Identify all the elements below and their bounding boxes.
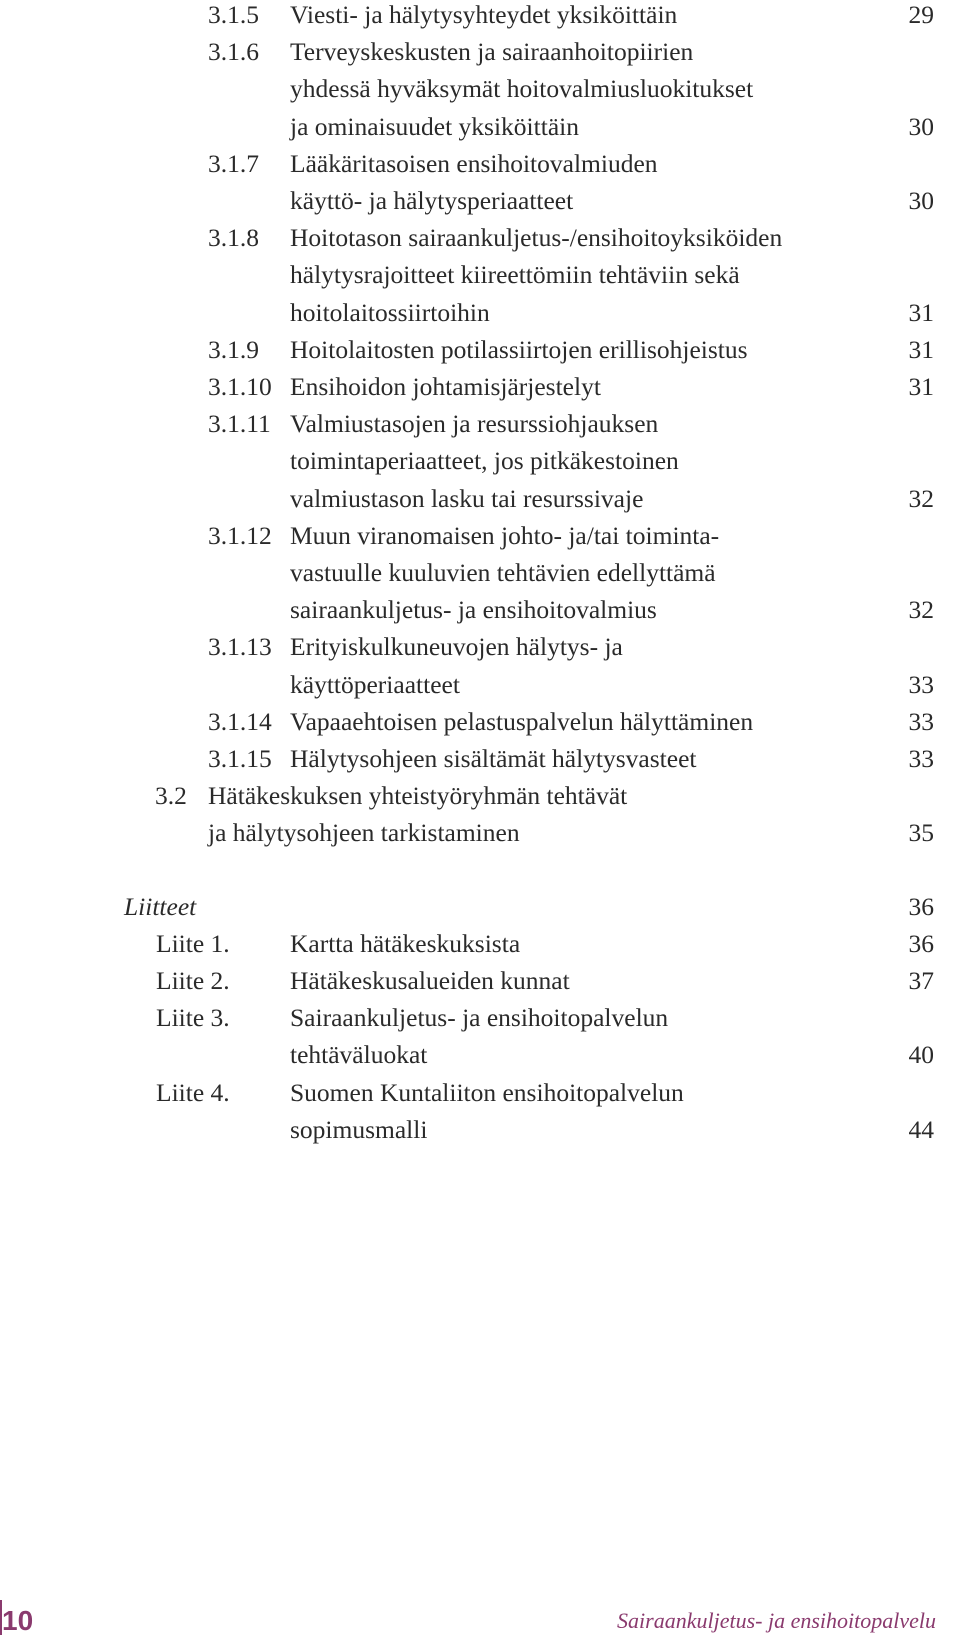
toc-entry-title-line: valmiustason lasku tai resurssivaje [290, 483, 644, 513]
liitteet-heading-page: 36 [908, 891, 934, 921]
toc-entry-title-line: sairaankuljetus- ja ensihoitovalmius [290, 595, 657, 625]
toc-entry-title-line: Hälytysohjeen sisältämät hälytysvasteet [290, 744, 697, 773]
toc-entry-number: 3.1.12 [208, 520, 272, 550]
toc-entry-number: 3.1.8 [208, 223, 259, 253]
appendix-entry-title [290, 999, 668, 1073]
toc-entry-page: 31 [908, 372, 934, 401]
appendix-entry-title [290, 1074, 684, 1148]
toc-section-title [208, 777, 627, 851]
toc-entry-number: 3.1.11 [208, 409, 271, 439]
toc-entry-title-line: Lääkäritasoisen ensihoitovalmiuden [290, 148, 658, 178]
toc-entry-title-line: Terveyskeskusten ja sairaanhoitopiirien [290, 37, 694, 67]
appendix-entry-title-line: Kartta hätäkeskuksista [290, 928, 521, 958]
toc-entry-number: 3.1.7 [208, 148, 259, 178]
toc-entry-title-line: Vapaaehtoisen pelastuspalvelun hälyttäminen [290, 706, 754, 736]
footer-title: Sairaankuljetus- ja ensihoitopalvelu [617, 1608, 936, 1633]
toc-entry-title-line: käyttöperiaatteet [290, 669, 460, 699]
toc-entry-page: 30 [908, 186, 934, 215]
appendix-entry-title [290, 962, 570, 999]
appendix-entry-page: 37 [908, 966, 934, 995]
toc-entry-title-line: Ensihoidon johtamisjärjestelyt [290, 372, 601, 401]
toc-section-number: 3.2 [155, 781, 187, 811]
appendix-entry-title-line: Hätäkeskusalueiden kunnat [290, 966, 570, 995]
toc-entry-page: 30 [908, 111, 934, 141]
toc-section-title-line: ja hälytysohjeen tarkistaminen [208, 818, 520, 848]
toc-entry-title [290, 368, 601, 405]
toc-entry-title [290, 331, 748, 368]
appendix-entry-number: Liite 1. [156, 928, 230, 958]
appendix-entry-number: Liite 2. [156, 966, 230, 995]
appendix-entry-page: 36 [908, 928, 934, 958]
toc-entry-title-line: Muun viranomaisen johto- ja/tai toiminta- [290, 520, 720, 550]
toc-entry-title-line: hälytysrajoitteet kiireettömiin tehtäviin sekä [290, 260, 740, 290]
toc-entry-title-line: toimintaperiaatteet, jos pitkäkestoinen [290, 446, 679, 476]
toc-entry-number: 3.1.14 [208, 706, 272, 736]
toc-entry-number: 3.1.5 [208, 0, 259, 29]
appendix-entry-title [290, 925, 520, 962]
toc-entry-title [290, 0, 677, 33]
appendix-entry-page: 44 [908, 1114, 934, 1144]
toc-entry-page: 31 [908, 297, 934, 327]
toc-entry-title-line: Valmiustasojen ja resurssiohjauksen [290, 409, 659, 439]
toc-entry-title-line: Hoitotason sairaankuljetus-/ensihoitoyksiköiden [290, 223, 783, 253]
toc-entry-number: 3.1.10 [208, 372, 272, 401]
toc-section-title-line: Hätäkeskuksen yhteistyöryhmän tehtävät [208, 781, 628, 811]
footer-page-number: 10 [2, 1605, 34, 1636]
toc-entry-page: 33 [908, 706, 934, 736]
toc-entry-page: 29 [908, 0, 934, 29]
toc-entry-page: 32 [908, 483, 934, 513]
toc-entry-number: 3.1.13 [208, 632, 272, 662]
toc-entry-title-line: Hoitolaitosten potilassiirtojen erillisohjeistus [290, 334, 748, 364]
toc-entry-title [290, 628, 623, 702]
appendix-entry-title-line: Sairaankuljetus- ja ensihoitopalvelun [290, 1003, 669, 1033]
toc-entry-title-line: ja ominaisuudet yksiköittäin [290, 111, 579, 141]
toc-entry-title [290, 703, 753, 740]
toc-section-page: 35 [908, 818, 934, 848]
appendix-entry-number: Liite 4. [156, 1077, 230, 1107]
toc-entry-title-line: yhdessä hyväksymät hoitovalmiusluokitukset [290, 74, 754, 104]
toc-entry-number: 3.1.6 [208, 37, 259, 67]
toc-entry-page: 32 [908, 595, 934, 625]
toc-entry-number: 3.1.15 [208, 744, 272, 773]
liitteet-heading: Liitteet [124, 891, 197, 921]
appendix-entry-title-line: Suomen Kuntaliiton ensihoitopalvelun [290, 1077, 684, 1107]
toc-entry-page: 33 [908, 744, 934, 773]
toc-entry-number: 3.1.9 [208, 334, 259, 364]
appendix-entry-title-line: tehtäväluokat [290, 1040, 428, 1070]
toc-entry-page: 33 [908, 669, 934, 699]
toc-entry-title [290, 33, 753, 145]
appendix-entry-page: 40 [908, 1040, 934, 1070]
toc-entry-title [290, 405, 679, 517]
toc-entry-title-line: Erityiskulkuneuvojen hälytys- ja [290, 632, 623, 662]
toc-entry-title [290, 517, 719, 629]
toc-entry-title-line: Viesti- ja hälytysyhteydet yksiköittäin [290, 0, 678, 29]
toc-entry-title [290, 740, 696, 777]
toc-entry-title [290, 219, 782, 331]
toc-entry-title-line: hoitolaitossiirtoihin [290, 297, 490, 327]
toc-entry-page: 31 [908, 334, 934, 364]
appendix-entry-title-line: sopimusmalli [290, 1114, 428, 1144]
toc-entry-title-line: vastuulle kuuluvien tehtävien edellyttämä [290, 557, 716, 587]
toc-entry-title [290, 145, 658, 219]
toc-entry-title-line: käyttö- ja hälytysperiaatteet [290, 185, 574, 215]
appendix-entry-number: Liite 3. [156, 1003, 230, 1033]
